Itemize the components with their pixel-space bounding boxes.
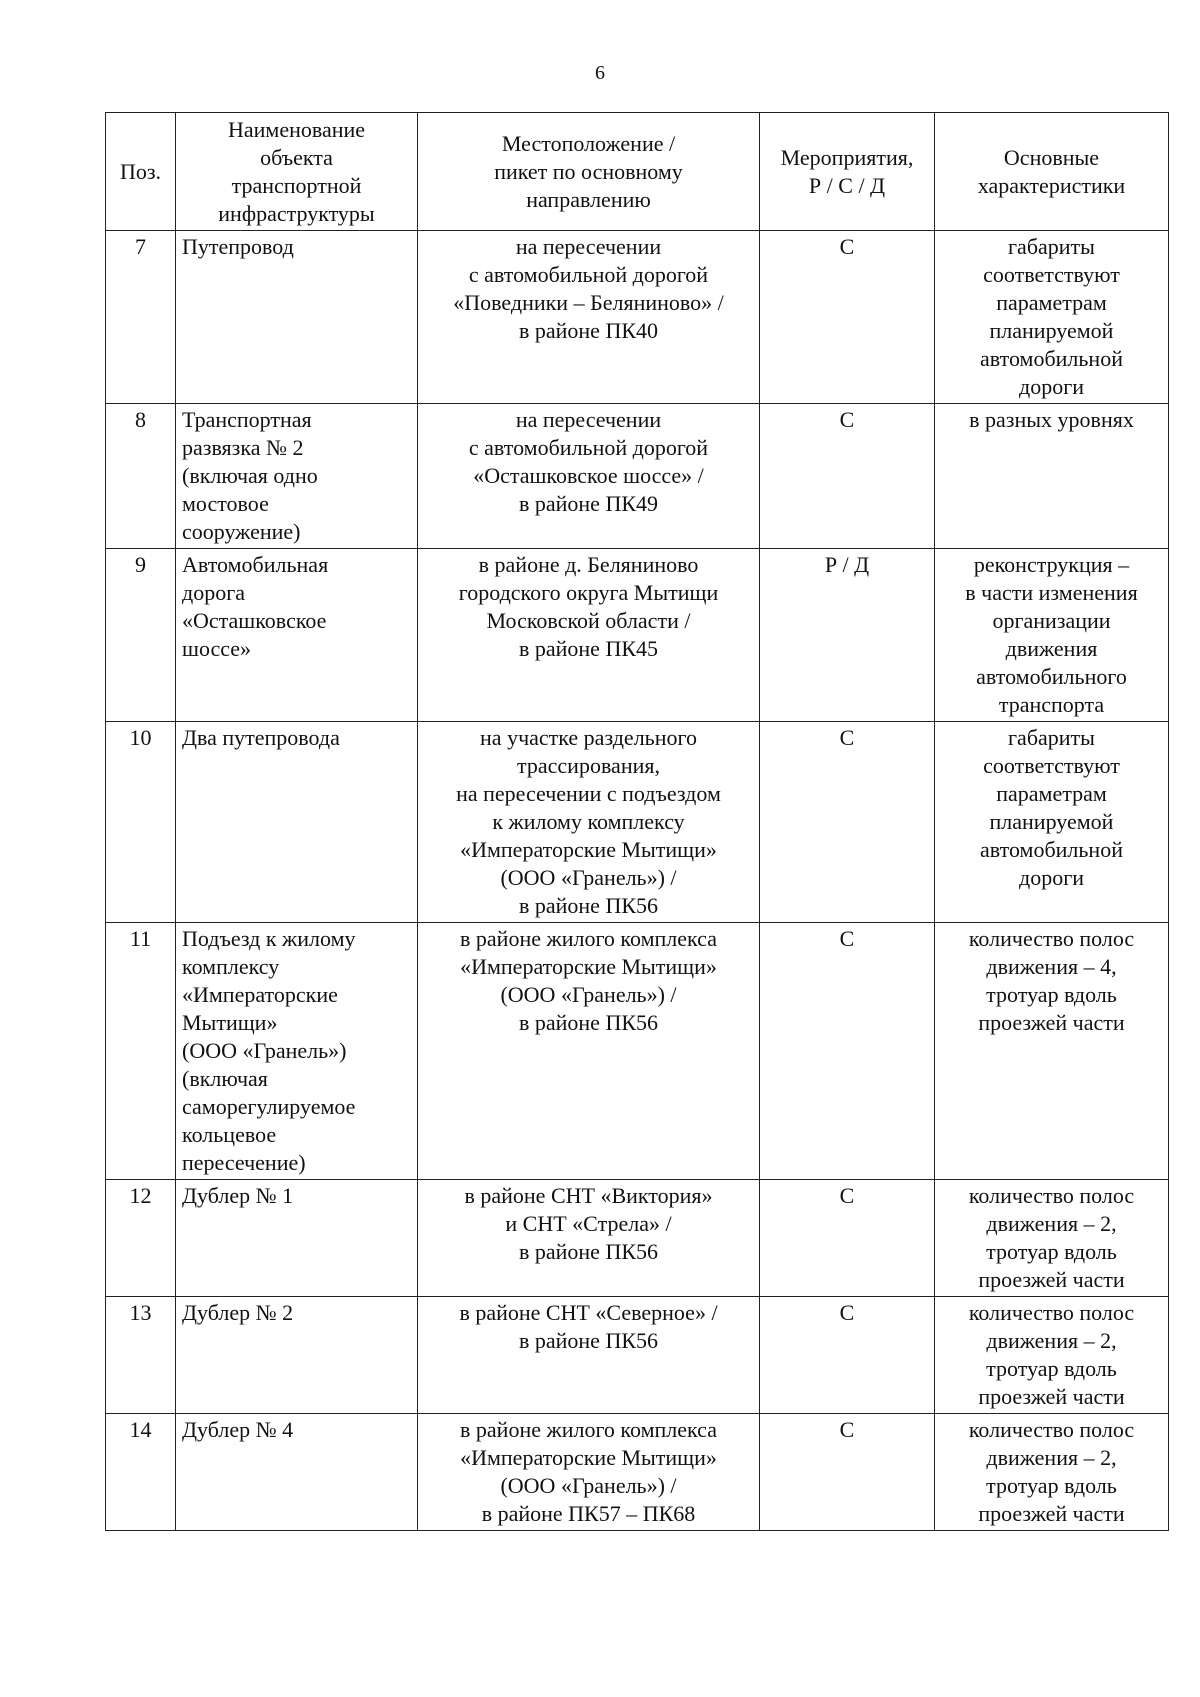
cell-object-name: Транспортная развязка № 2 (включая одно мостовое сооружение) xyxy=(176,404,418,549)
cell-object-name: Дублер № 2 xyxy=(176,1297,418,1414)
cell-location: в районе жилого комплекса «Императорские Мытищи» (ООО «Гранель») / в районе ПК57 – ПК68 xyxy=(418,1414,760,1531)
table-row xyxy=(106,1180,1169,1297)
page-number: 6 xyxy=(595,62,605,84)
cell-location: на пересечении с автомобильной дорогой «Осташковское шоссе» / в районе ПК49 xyxy=(418,404,760,549)
header-characteristics: Основные характеристики xyxy=(935,113,1169,231)
cell-object-name: Дублер № 4 xyxy=(176,1414,418,1531)
cell-characteristics: количество полос движения – 2, тротуар вдоль проезжей части xyxy=(935,1180,1169,1297)
header-measures: Мероприятия, Р / С / Д xyxy=(760,113,935,231)
cell-position: 12 xyxy=(106,1180,176,1297)
cell-location: в районе д. Беляниново городского округа Мытищи Московской области / в районе ПК45 xyxy=(418,549,760,722)
cell-object-name: Дублер № 1 xyxy=(176,1180,418,1297)
cell-position: 9 xyxy=(106,549,176,722)
cell-measures: Р / Д xyxy=(760,549,935,722)
cell-characteristics: в разных уровнях xyxy=(935,404,1169,549)
cell-characteristics: габариты соответствуют параметрам планируемой автомобильной дороги xyxy=(935,231,1169,404)
cell-characteristics: количество полос движения – 4, тротуар вдоль проезжей части xyxy=(935,923,1169,1180)
cell-position: 11 xyxy=(106,923,176,1180)
cell-measures: С xyxy=(760,722,935,923)
cell-measures: С xyxy=(760,923,935,1180)
cell-object-name: Путепровод xyxy=(176,231,418,404)
cell-characteristics: габариты соответствуют параметрам планируемой автомобильной дороги xyxy=(935,722,1169,923)
table-row xyxy=(106,722,1169,923)
table-header-row xyxy=(106,113,1169,231)
cell-position: 13 xyxy=(106,1297,176,1414)
cell-measures: С xyxy=(760,1180,935,1297)
cell-object-name: Автомобильная дорога «Осташковское шоссе» xyxy=(176,549,418,722)
header-position: Поз. xyxy=(106,113,176,231)
cell-location: в районе СНТ «Северное» / в районе ПК56 xyxy=(418,1297,760,1414)
cell-position: 8 xyxy=(106,404,176,549)
infrastructure-table xyxy=(105,112,1169,1531)
table-row xyxy=(106,404,1169,549)
cell-object-name: Два путепровода xyxy=(176,722,418,923)
cell-characteristics: количество полос движения – 2, тротуар вдоль проезжей части xyxy=(935,1414,1169,1531)
header-object-name: Наименование объекта транспортной инфраструктуры xyxy=(176,113,418,231)
table-row xyxy=(106,231,1169,404)
cell-position: 14 xyxy=(106,1414,176,1531)
cell-location: в районе СНТ «Виктория» и СНТ «Стрела» / в районе ПК56 xyxy=(418,1180,760,1297)
cell-measures: С xyxy=(760,404,935,549)
table-row xyxy=(106,549,1169,722)
cell-measures: С xyxy=(760,1414,935,1531)
table-row xyxy=(106,923,1169,1180)
cell-location: на участке раздельного трассирования, на пересечении с подъездом к жилому комплексу «Императорские Мытищи» (ООО «Гранель») / в районе ПК56 xyxy=(418,722,760,923)
table-row xyxy=(106,1414,1169,1531)
cell-location: на пересечении с автомобильной дорогой «Поведники – Беляниново» / в районе ПК40 xyxy=(418,231,760,404)
cell-location: в районе жилого комплекса «Императорские Мытищи» (ООО «Гранель») / в районе ПК56 xyxy=(418,923,760,1180)
table-row xyxy=(106,1297,1169,1414)
cell-characteristics: реконструкция – в части изменения организации движения автомобильного транспорта xyxy=(935,549,1169,722)
cell-position: 7 xyxy=(106,231,176,404)
cell-position: 10 xyxy=(106,722,176,923)
cell-characteristics: количество полос движения – 2, тротуар вдоль проезжей части xyxy=(935,1297,1169,1414)
header-location: Местоположение / пикет по основному направлению xyxy=(418,113,760,231)
cell-measures: С xyxy=(760,231,935,404)
cell-object-name: Подъезд к жилому комплексу «Императорские Мытищи» (ООО «Гранель») (включая саморегулируемое кольцевое пересечение) xyxy=(176,923,418,1180)
cell-measures: С xyxy=(760,1297,935,1414)
